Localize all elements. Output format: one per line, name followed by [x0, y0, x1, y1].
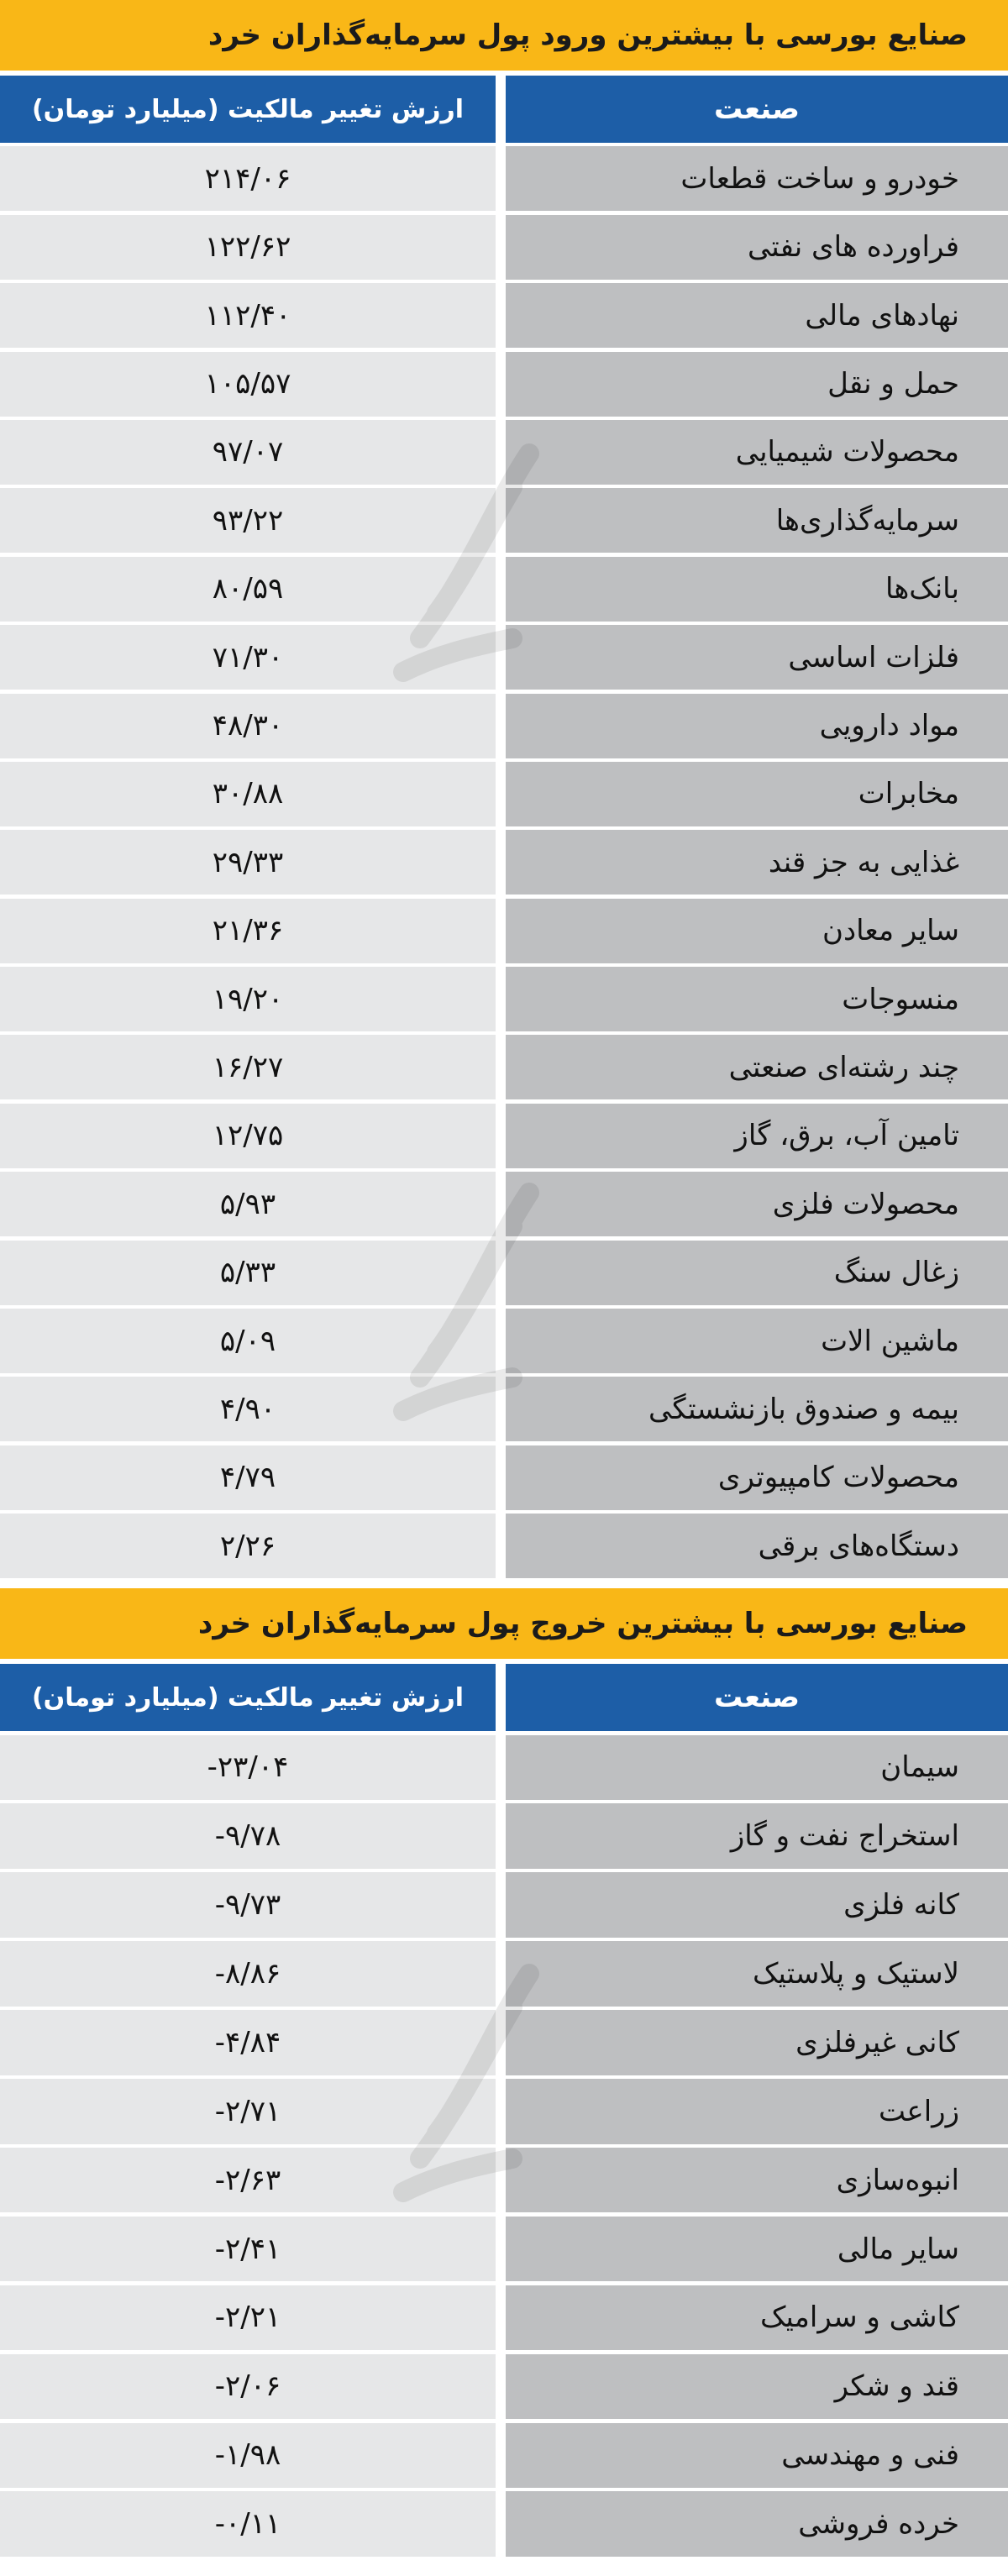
inflow-row	[0, 1305, 1008, 1373]
inflow-title: صنایع بورسی با بیشترین ورود پول سرمایه‌گذاران خرد	[0, 0, 1008, 71]
inflow-row	[0, 690, 1008, 758]
inflow-industry-cell: نهادهای مالی	[506, 283, 1008, 348]
inflow-industry-cell: زغال سنگ	[506, 1241, 1008, 1305]
inflow-value-cell: ۲۱/۳۶	[0, 899, 496, 963]
outflow-row	[0, 1800, 1008, 1869]
inflow-industry-cell: سرمایه‌گذاری‌ها	[506, 488, 1008, 553]
inflow-industry-cell: فلزات اساسی	[506, 625, 1008, 690]
inflow-row	[0, 1373, 1008, 1441]
inflow-value-cell: ۲۹/۳۳	[0, 830, 496, 895]
inflow-industry-cell: محصولات کامپیوتری	[506, 1445, 1008, 1510]
inflow-industry-cell: محصولات شیمیایی	[506, 420, 1008, 485]
inflow-industry-cell: فراورده های نفتی	[506, 215, 1008, 280]
inflow-value-cell: ۱۹/۲۰	[0, 967, 496, 1031]
inflow-row	[0, 348, 1008, 416]
outflow-row	[0, 2144, 1008, 2213]
outflow-row	[0, 2007, 1008, 2075]
inflow-row	[0, 1168, 1008, 1236]
inflow-value-cell: ۷۱/۳۰	[0, 625, 496, 690]
outflow-value-cell: -۲/۷۱	[0, 2079, 496, 2144]
outflow-row	[0, 2488, 1008, 2557]
inflow-row	[0, 485, 1008, 553]
outflow-industry-cell: خرده فروشی	[506, 2491, 1008, 2557]
outflow-value-cell: -۰/۱۱	[0, 2491, 496, 2557]
outflow-header-value: ارزش تغییر مالکیت (میلیارد تومان)	[0, 1664, 496, 1731]
outflow-value-cell: -۲/۶۳	[0, 2148, 496, 2213]
outflow-industry-cell: لاستیک و پلاستیک	[506, 1941, 1008, 2007]
inflow-value-cell: ۱۰۵/۵۷	[0, 352, 496, 417]
inflow-industry-cell: منسوجات	[506, 967, 1008, 1031]
inflow-row	[0, 963, 1008, 1031]
outflow-row	[0, 1869, 1008, 1938]
inflow-value-cell: ۴/۷۹	[0, 1445, 496, 1510]
inflow-industry-cell: خودرو و ساخت قطعات	[506, 146, 1008, 211]
inflow-value-cell: ۱۶/۲۷	[0, 1035, 496, 1099]
inflow-value-cell: ۲۱۴/۰۶	[0, 146, 496, 211]
outflow-industry-cell: زراعت	[506, 2079, 1008, 2144]
outflow-value-cell: -۹/۷۸	[0, 1803, 496, 1869]
inflow-industry-cell: تامین آب، برق، گاز	[506, 1104, 1008, 1168]
inflow-value-cell: ۵/۰۹	[0, 1309, 496, 1373]
inflow-industry-cell: مخابرات	[506, 762, 1008, 826]
inflow-industry-cell: غذایی به جز قند	[506, 830, 1008, 895]
inflow-row	[0, 758, 1008, 826]
inflow-value-cell: ۱۲/۷۵	[0, 1104, 496, 1168]
inflow-value-cell: ۵/۹۳	[0, 1172, 496, 1236]
inflow-industry-cell: دستگاه‌های برقی	[506, 1514, 1008, 1578]
outflow-header-industry: صنعت	[506, 1664, 1008, 1731]
inflow-row	[0, 417, 1008, 485]
inflow-value-cell: ۱۱۲/۴۰	[0, 283, 496, 348]
inflow-value-cell: ۴/۹۰	[0, 1377, 496, 1441]
outflow-industry-cell: انبوه‌سازی	[506, 2148, 1008, 2213]
inflow-row	[0, 553, 1008, 621]
outflow-row	[0, 1938, 1008, 2007]
inflow-row	[0, 1031, 1008, 1099]
inflow-rows	[0, 143, 1008, 1578]
inflow-industry-cell: سایر معادن	[506, 899, 1008, 963]
inflow-value-cell: ۴۸/۳۰	[0, 694, 496, 758]
inflow-industry-cell: چند رشته‌ای صنعتی	[506, 1035, 1008, 1099]
inflow-row	[0, 280, 1008, 348]
outflow-industry-cell: فنی و مهندسی	[506, 2423, 1008, 2489]
outflow-industry-cell: سایر مالی	[506, 2217, 1008, 2282]
outflow-row	[0, 2075, 1008, 2144]
outflow-row	[0, 2281, 1008, 2350]
inflow-row	[0, 1099, 1008, 1167]
inflow-value-cell: ۱۲۲/۶۲	[0, 215, 496, 280]
outflow-industry-cell: کانی غیرفلزی	[506, 2010, 1008, 2075]
inflow-value-cell: ۳۰/۸۸	[0, 762, 496, 826]
inflow-row	[0, 1236, 1008, 1304]
outflow-industry-cell: کانه فلزی	[506, 1872, 1008, 1938]
outflow-value-cell: -۱/۹۸	[0, 2423, 496, 2489]
inflow-industry-cell: حمل و نقل	[506, 352, 1008, 417]
inflow-value-cell: ۹۷/۰۷	[0, 420, 496, 485]
outflow-row	[0, 2212, 1008, 2281]
inflow-value-cell: ۹۳/۲۲	[0, 488, 496, 553]
inflow-value-cell: ۸۰/۵۹	[0, 557, 496, 622]
outflow-value-cell: -۸/۸۶	[0, 1941, 496, 2007]
outflow-value-cell: -۲/۰۶	[0, 2354, 496, 2420]
inflow-row	[0, 1441, 1008, 1509]
outflow-value-cell: -۹/۷۳	[0, 1872, 496, 1938]
outflow-value-cell: -۲۳/۰۴	[0, 1735, 496, 1801]
inflow-header-row	[0, 76, 1008, 143]
inflow-industry-cell: بانک‌ها	[506, 557, 1008, 622]
inflow-row	[0, 622, 1008, 690]
outflow-value-cell: -۲/۲۱	[0, 2285, 496, 2351]
outflow-industry-cell: استخراج نفت و گاز	[506, 1803, 1008, 1869]
inflow-row	[0, 826, 1008, 895]
outflow-header-row	[0, 1664, 1008, 1731]
outflow-table	[0, 1664, 1008, 2557]
outflow-rows	[0, 1731, 1008, 2557]
inflow-industry-cell: مواد دارویی	[506, 694, 1008, 758]
inflow-value-cell: ۲/۲۶	[0, 1514, 496, 1578]
outflow-section	[0, 1588, 1008, 2557]
outflow-row	[0, 1731, 1008, 1800]
inflow-row	[0, 1510, 1008, 1578]
outflow-value-cell: -۲/۴۱	[0, 2217, 496, 2282]
inflow-header-value: ارزش تغییر مالکیت (میلیارد تومان)	[0, 76, 496, 143]
inflow-header-industry: صنعت	[506, 76, 1008, 143]
outflow-industry-cell: سیمان	[506, 1735, 1008, 1801]
outflow-title: صنایع بورسی با بیشترین خروج پول سرمایه‌گذاران خرد	[0, 1588, 1008, 1659]
outflow-row	[0, 2419, 1008, 2488]
outflow-row	[0, 2350, 1008, 2419]
inflow-industry-cell: بیمه و صندوق بازنشستگی	[506, 1377, 1008, 1441]
inflow-industry-cell: محصولات فلزی	[506, 1172, 1008, 1236]
inflow-table	[0, 76, 1008, 1578]
outflow-value-cell: -۴/۸۴	[0, 2010, 496, 2075]
outflow-industry-cell: کاشی و سرامیک	[506, 2285, 1008, 2351]
inflow-industry-cell: ماشین الات	[506, 1309, 1008, 1373]
inflow-value-cell: ۵/۳۳	[0, 1241, 496, 1305]
inflow-row	[0, 211, 1008, 279]
inflow-row	[0, 895, 1008, 963]
inflow-row	[0, 143, 1008, 211]
outflow-industry-cell: قند و شکر	[506, 2354, 1008, 2420]
